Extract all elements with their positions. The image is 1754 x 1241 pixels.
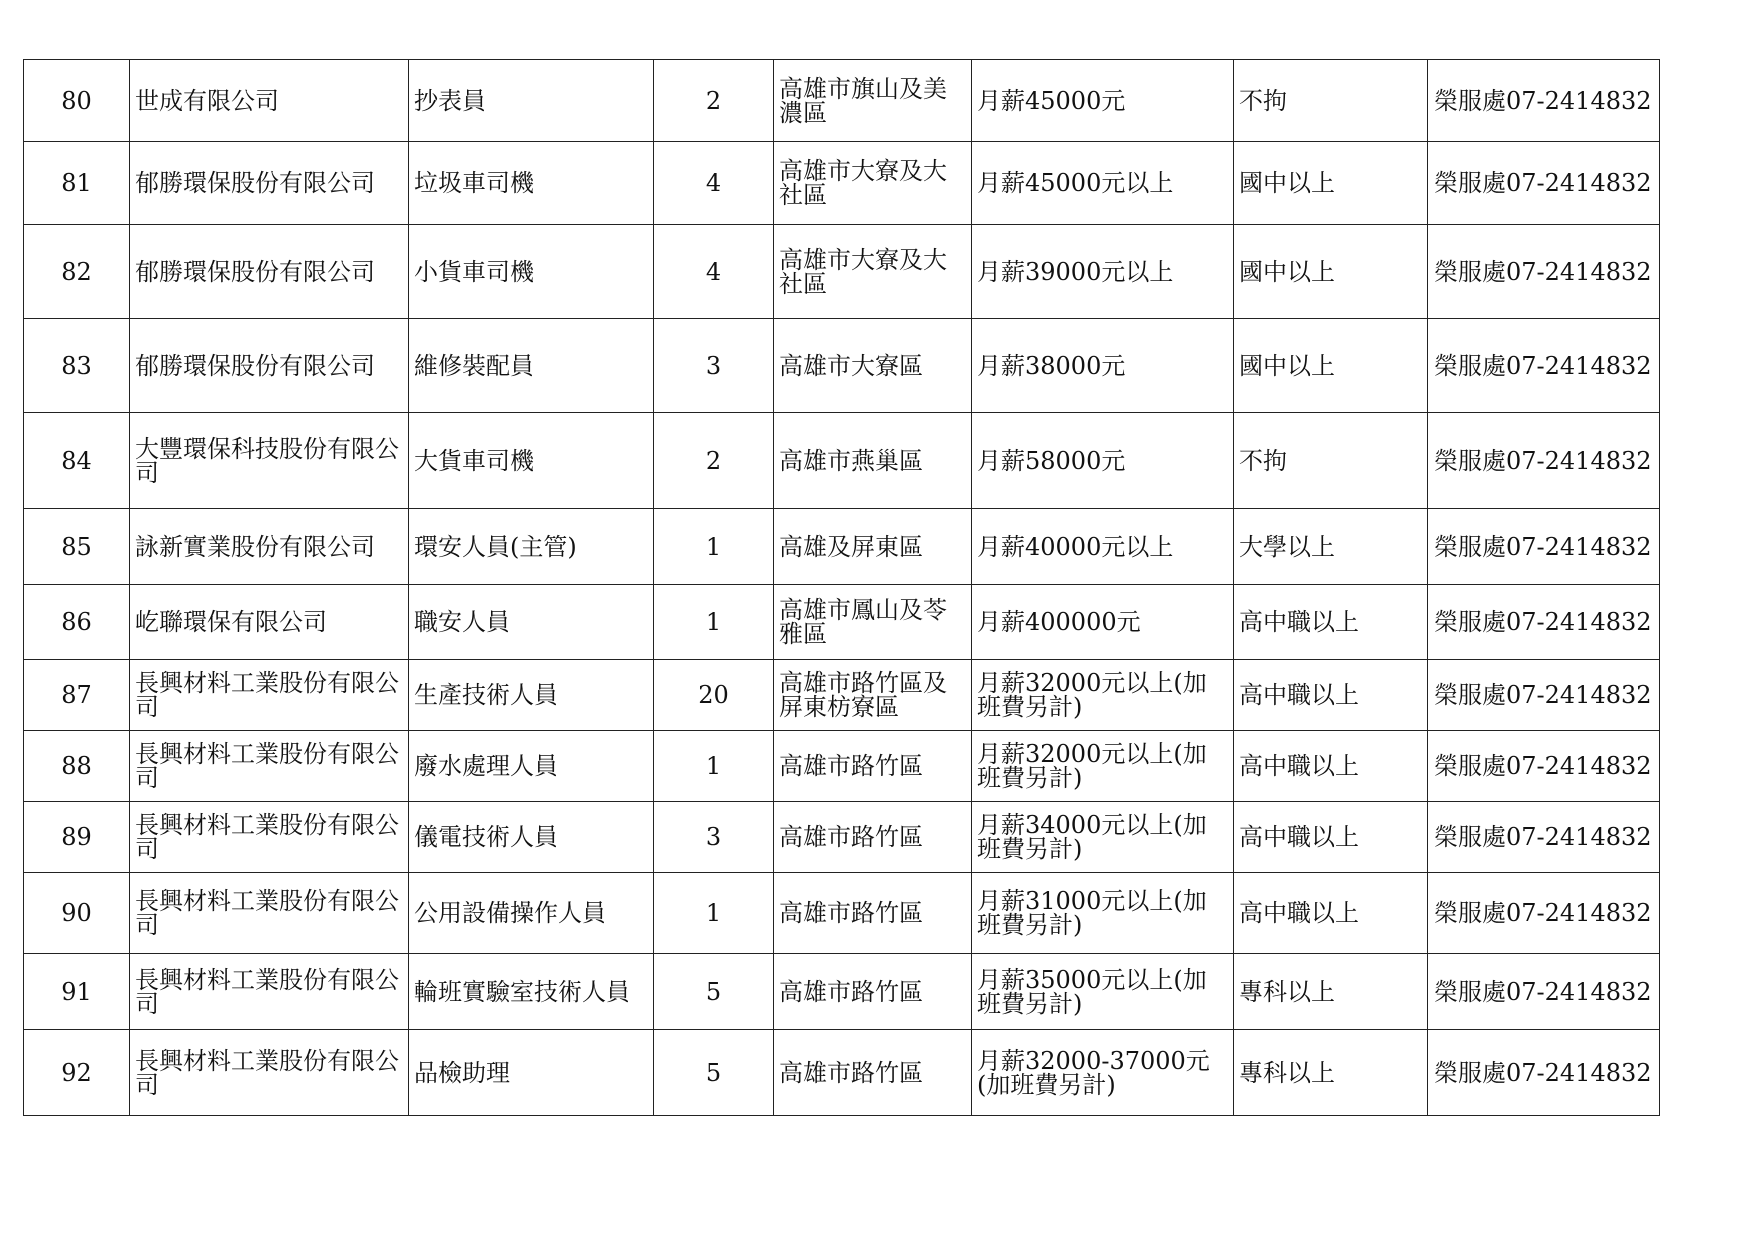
salary: 月薪32000元以上(加班費另計) (972, 731, 1234, 802)
table-row (24, 319, 1660, 413)
education-requirement: 大學以上 (1234, 509, 1428, 585)
salary: 月薪39000元以上 (972, 225, 1234, 319)
job-title: 維修裝配員 (409, 319, 654, 413)
education-requirement: 不拘 (1234, 413, 1428, 509)
education-requirement: 高中職以上 (1234, 585, 1428, 660)
table-row (24, 660, 1660, 731)
contact-info: 榮服處07-2414832 (1428, 954, 1660, 1030)
salary: 月薪38000元 (972, 319, 1234, 413)
salary: 月薪58000元 (972, 413, 1234, 509)
row-number: 85 (24, 509, 130, 585)
education-requirement: 國中以上 (1234, 225, 1428, 319)
education-requirement: 國中以上 (1234, 319, 1428, 413)
work-location: 高雄市燕巢區 (774, 413, 972, 509)
openings-count: 1 (654, 873, 774, 954)
openings-count: 4 (654, 225, 774, 319)
salary: 月薪32000-37000元(加班費另計) (972, 1030, 1234, 1116)
table-row (24, 1030, 1660, 1116)
openings-count: 2 (654, 413, 774, 509)
company-name: 大豐環保科技股份有限公司 (130, 413, 409, 509)
row-number: 80 (24, 60, 130, 142)
work-location: 高雄及屏東區 (774, 509, 972, 585)
openings-count: 1 (654, 509, 774, 585)
work-location: 高雄市路竹區 (774, 954, 972, 1030)
job-title: 公用設備操作人員 (409, 873, 654, 954)
row-number: 92 (24, 1030, 130, 1116)
work-location: 高雄市路竹區 (774, 873, 972, 954)
salary: 月薪34000元以上(加班費另計) (972, 802, 1234, 873)
contact-info: 榮服處07-2414832 (1428, 319, 1660, 413)
table-row (24, 802, 1660, 873)
openings-count: 5 (654, 1030, 774, 1116)
contact-info: 榮服處07-2414832 (1428, 731, 1660, 802)
work-location: 高雄市路竹區及屏東枋寮區 (774, 660, 972, 731)
work-location: 高雄市大寮及大社區 (774, 225, 972, 319)
education-requirement: 專科以上 (1234, 1030, 1428, 1116)
company-name: 世成有限公司 (130, 60, 409, 142)
work-location: 高雄市路竹區 (774, 802, 972, 873)
row-number: 89 (24, 802, 130, 873)
company-name: 郁勝環保股份有限公司 (130, 142, 409, 225)
salary: 月薪32000元以上(加班費另計) (972, 660, 1234, 731)
job-title: 儀電技術人員 (409, 802, 654, 873)
company-name: 長興材料工業股份有限公司 (130, 873, 409, 954)
openings-count: 20 (654, 660, 774, 731)
company-name: 郁勝環保股份有限公司 (130, 319, 409, 413)
contact-info: 榮服處07-2414832 (1428, 60, 1660, 142)
table-row (24, 585, 1660, 660)
company-name: 長興材料工業股份有限公司 (130, 660, 409, 731)
openings-count: 3 (654, 319, 774, 413)
row-number: 84 (24, 413, 130, 509)
table-row (24, 225, 1660, 319)
education-requirement: 不拘 (1234, 60, 1428, 142)
openings-count: 3 (654, 802, 774, 873)
salary: 月薪400000元 (972, 585, 1234, 660)
education-requirement: 國中以上 (1234, 142, 1428, 225)
contact-info: 榮服處07-2414832 (1428, 142, 1660, 225)
company-name: 長興材料工業股份有限公司 (130, 802, 409, 873)
job-title: 大貨車司機 (409, 413, 654, 509)
openings-count: 1 (654, 731, 774, 802)
company-name: 長興材料工業股份有限公司 (130, 731, 409, 802)
table-row (24, 60, 1660, 142)
row-number: 81 (24, 142, 130, 225)
contact-info: 榮服處07-2414832 (1428, 802, 1660, 873)
table-row (24, 142, 1660, 225)
salary: 月薪31000元以上(加班費另計) (972, 873, 1234, 954)
job-title: 小貨車司機 (409, 225, 654, 319)
contact-info: 榮服處07-2414832 (1428, 413, 1660, 509)
company-name: 屹聯環保有限公司 (130, 585, 409, 660)
education-requirement: 高中職以上 (1234, 873, 1428, 954)
job-title: 品檢助理 (409, 1030, 654, 1116)
job-listing-table (23, 59, 1660, 1116)
openings-count: 4 (654, 142, 774, 225)
work-location: 高雄市大寮及大社區 (774, 142, 972, 225)
work-location: 高雄市路竹區 (774, 731, 972, 802)
contact-info: 榮服處07-2414832 (1428, 585, 1660, 660)
row-number: 83 (24, 319, 130, 413)
salary: 月薪40000元以上 (972, 509, 1234, 585)
row-number: 87 (24, 660, 130, 731)
table-body (24, 60, 1660, 1116)
company-name: 長興材料工業股份有限公司 (130, 954, 409, 1030)
row-number: 86 (24, 585, 130, 660)
table-row (24, 873, 1660, 954)
row-number: 82 (24, 225, 130, 319)
job-title: 輪班實驗室技術人員 (409, 954, 654, 1030)
company-name: 長興材料工業股份有限公司 (130, 1030, 409, 1116)
education-requirement: 專科以上 (1234, 954, 1428, 1030)
education-requirement: 高中職以上 (1234, 802, 1428, 873)
company-name: 郁勝環保股份有限公司 (130, 225, 409, 319)
job-title: 環安人員(主管) (409, 509, 654, 585)
education-requirement: 高中職以上 (1234, 731, 1428, 802)
work-location: 高雄市大寮區 (774, 319, 972, 413)
table-row (24, 954, 1660, 1030)
openings-count: 2 (654, 60, 774, 142)
job-title: 抄表員 (409, 60, 654, 142)
work-location: 高雄市鳳山及苓雅區 (774, 585, 972, 660)
work-location: 高雄市旗山及美濃區 (774, 60, 972, 142)
table-row (24, 731, 1660, 802)
salary: 月薪45000元 (972, 60, 1234, 142)
contact-info: 榮服處07-2414832 (1428, 225, 1660, 319)
openings-count: 1 (654, 585, 774, 660)
table-row (24, 413, 1660, 509)
row-number: 88 (24, 731, 130, 802)
job-title: 職安人員 (409, 585, 654, 660)
contact-info: 榮服處07-2414832 (1428, 660, 1660, 731)
education-requirement: 高中職以上 (1234, 660, 1428, 731)
row-number: 91 (24, 954, 130, 1030)
work-location: 高雄市路竹區 (774, 1030, 972, 1116)
salary: 月薪45000元以上 (972, 142, 1234, 225)
job-title: 生產技術人員 (409, 660, 654, 731)
contact-info: 榮服處07-2414832 (1428, 1030, 1660, 1116)
table-row (24, 509, 1660, 585)
salary: 月薪35000元以上(加班費另計) (972, 954, 1234, 1030)
contact-info: 榮服處07-2414832 (1428, 509, 1660, 585)
row-number: 90 (24, 873, 130, 954)
job-title: 廢水處理人員 (409, 731, 654, 802)
openings-count: 5 (654, 954, 774, 1030)
company-name: 詠新實業股份有限公司 (130, 509, 409, 585)
contact-info: 榮服處07-2414832 (1428, 873, 1660, 954)
job-title: 垃圾車司機 (409, 142, 654, 225)
